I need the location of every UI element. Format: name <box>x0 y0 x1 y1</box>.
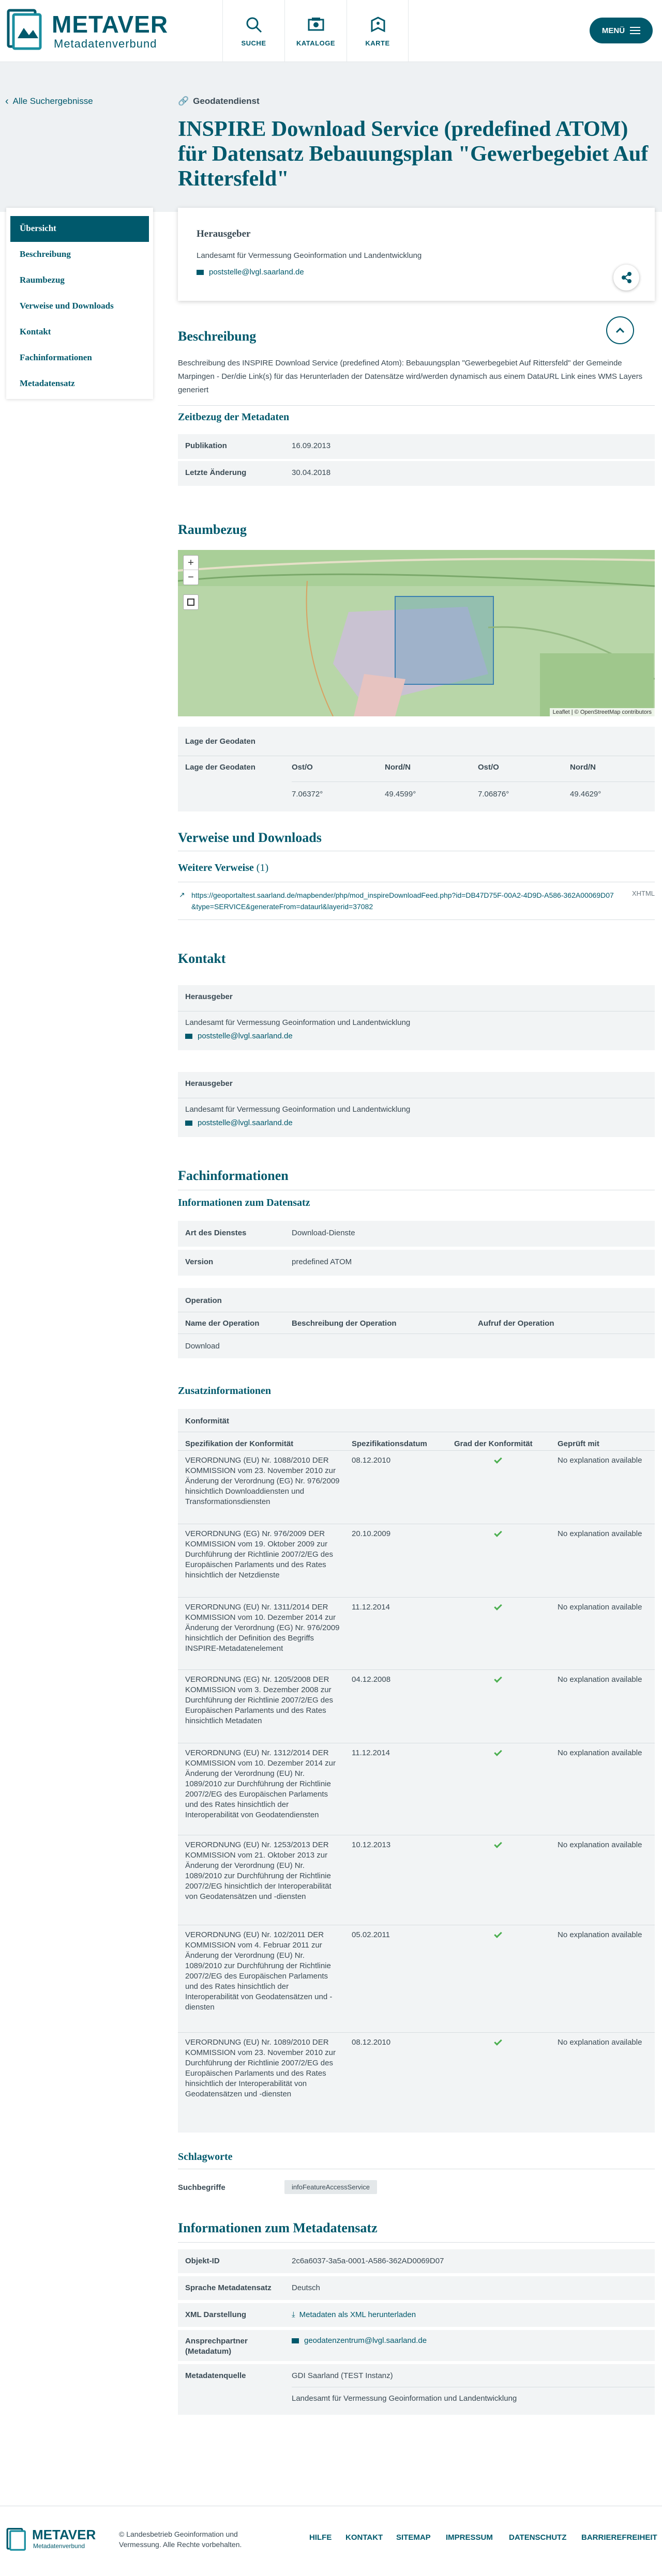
conformity-checked: No explanation available <box>558 2038 642 2047</box>
divider <box>178 1597 655 1598</box>
row-value: Landesamt für Vermessung Geoinformation und Landentwicklung <box>292 2394 517 2403</box>
conformity-checked: No explanation available <box>558 1749 642 1757</box>
contact-role: Herausgeber <box>185 1079 233 1088</box>
further-links-label: Weitere Verweise <box>178 862 254 873</box>
sidenav-item-description[interactable]: Beschreibung <box>20 249 71 259</box>
subheading-additional-info: Zusatzinformationen <box>178 1385 271 1397</box>
map-zoom-control <box>183 555 199 585</box>
geo-col-head: Nord/N <box>385 763 411 772</box>
conformity-date: 08.12.2010 <box>352 1456 391 1465</box>
row-key: Art des Dienstes <box>185 1229 247 1237</box>
metaver-logo[interactable] <box>6 7 169 52</box>
publisher-heading: Herausgeber <box>197 228 251 239</box>
sidenav-item-spatial[interactable]: Raumbezug <box>20 275 65 285</box>
footer-logo-title: METAVER <box>32 2527 96 2542</box>
row-key: Metadatenquelle <box>185 2371 246 2380</box>
chevron-up-icon <box>607 317 633 343</box>
logo-mark-icon <box>6 7 48 52</box>
row-value: GDI Saarland (TEST Instanz) <box>292 2371 393 2380</box>
table-row <box>178 2303 655 2327</box>
conformity-label: Konformität <box>185 1417 229 1425</box>
row-key: XML Darstellung <box>185 2310 247 2319</box>
link-icon: 🔗 <box>178 96 189 106</box>
conformity-spec: VERORDNUNG (EG) Nr. 1205/2008 DER KOMMISSION vom 3. Dezember 2008 zur Durchführung der Richtlinie 2007/2/EG des Europäischen Parlaments und des Rates hinsichtlich Metadaten <box>185 1675 333 1725</box>
contact-role: Herausgeber <box>185 992 233 1001</box>
sidenav-item-metadata[interactable]: Metadatensatz <box>20 378 75 388</box>
row-key: Objekt-ID <box>185 2257 220 2265</box>
conformity-col-head: Geprüft mit <box>558 1439 599 1448</box>
description-text: Beschreibung des INSPIRE Download Service (predefined Atom): Bebauungsplan "Gewerbegebiet Auf Rittersfeld" der Gemeinde Marpingen - Der/die Link(s) für das Herunterladen der Datensätze wird/werden dynamisch aus einem DataURL Link eines WMS Layers generiert <box>178 359 643 394</box>
conformity-spec: VERORDNUNG (EU) Nr. 102/2011 DER KOMMISSION vom 4. Februar 2011 zur Änderung der Verordnung (EU) Nr. 1089/2010 zur Durchführung der Richtlinie 2007/2/EG des Europäischen Parlaments und des Rates hinsichtlich der Interoperabilität von Geodatensätzen und -diensten <box>185 1930 333 2012</box>
conformity-checked: No explanation available <box>558 1456 642 1465</box>
operation-col-head: Beschreibung der Operation <box>292 1319 397 1328</box>
metadata-contact-link[interactable]: geodatenzentrum@lvgl.saarland.de <box>304 2336 427 2345</box>
row-value: 2c6a6037-3a5a-0001-A586-362AD0069D07 <box>292 2257 444 2265</box>
sidenav-item-specialist[interactable]: Fachinformationen <box>20 352 92 362</box>
menu-button[interactable] <box>590 18 653 43</box>
row-value: predefined ATOM <box>292 1258 352 1266</box>
conformity-spec: VERORDNUNG (EU) Nr. 1312/2014 DER KOMMISSION vom 10. Dezember 2014 zur Änderung der Verordnung (EU) Nr. 1089/2010 zur Durchführung der Richtlinie 2007/2/EG des Europäischen Parlaments und des Rates hinsichtlich der Interoperabilität von Geodatendiensten <box>185 1749 336 1819</box>
conformity-col-head: Spezifikationsdatum <box>352 1439 427 1448</box>
conformity-spec: VERORDNUNG (EU) Nr. 1089/2010 DER KOMMISSION vom 23. November 2010 zur Durchführung der Richtlinie 2007/2/EG des Europäischen Parlaments und des Rates hinsichtlich der Interoperabilität von Geodatensätzen und -diensten <box>185 2038 336 2098</box>
xml-download-link[interactable]: Metadaten als XML herunterladen <box>299 2310 416 2319</box>
download-icon: ⤓ <box>292 2310 295 2319</box>
publisher-email-link[interactable]: poststelle@lvgl.saarland.de <box>209 268 304 277</box>
row-key: Ansprechpartner (Metadatum) <box>185 2337 248 2356</box>
conformity-checked: No explanation available <box>558 1930 642 1939</box>
nav-catalogs-label: KATALOGE <box>296 39 335 47</box>
nav-map-label: KARTE <box>365 39 390 47</box>
back-label: Alle Suchergebnisse <box>12 96 93 106</box>
conformity-col-head: Spezifikation der Konformität <box>185 1439 294 1448</box>
footer-logo-subtitle: Metadatenverbund <box>33 2542 85 2550</box>
logo-mark-icon <box>6 2527 29 2552</box>
table-row <box>178 2249 655 2273</box>
check-icon <box>494 1602 502 1611</box>
geo-col-head: Ost/O <box>292 763 313 772</box>
logo-title: METAVER <box>52 11 169 38</box>
check-icon <box>494 1455 502 1464</box>
subheading-timereference: Zeitbezug der Metadaten <box>178 411 290 423</box>
contact-card <box>178 1072 655 1137</box>
section-heading-spatial: Raumbezug <box>178 522 247 537</box>
check-icon <box>494 1529 502 1537</box>
table-row <box>178 2330 655 2361</box>
table-row <box>178 2276 655 2300</box>
page-title: INSPIRE Download Service (predefined ATOM) für Datensatz Bebauungsplan "Gewerbegebiet Auf Rittersfeld" <box>178 117 649 191</box>
link-row <box>178 882 655 920</box>
map-view[interactable] <box>178 550 655 716</box>
contact-email-link[interactable]: poststelle@lvgl.saarland.de <box>198 1118 293 1127</box>
check-icon <box>494 1930 502 1938</box>
divider <box>178 405 655 406</box>
operation-col-head: Aufruf der Operation <box>478 1319 554 1328</box>
xml-download-row <box>292 2310 416 2319</box>
conformity-date: 08.12.2010 <box>352 2038 391 2047</box>
conformity-table <box>178 1409 655 2133</box>
footer-link-help[interactable]: HILFE <box>309 2533 332 2542</box>
envelope-icon <box>185 1034 192 1039</box>
keywords-label: Suchbegriffe <box>178 2183 225 2192</box>
contact-email-link[interactable]: poststelle@lvgl.saarland.de <box>198 1032 293 1040</box>
conformity-date: 20.10.2009 <box>352 1529 391 1538</box>
operation-col-head: Name der Operation <box>185 1319 260 1328</box>
fullscreen-button[interactable] <box>183 594 199 610</box>
sidenav-item-contact[interactable]: Kontakt <box>20 327 51 336</box>
zoom-in-button[interactable]: + <box>184 556 198 570</box>
geo-heading: Lage der Geodaten <box>185 737 255 746</box>
geo-value: 49.4599° <box>385 790 416 799</box>
row-key: Publikation <box>185 441 227 450</box>
envelope-icon <box>185 1121 192 1126</box>
conformity-date: 11.12.2014 <box>352 1749 390 1757</box>
row-value: Deutsch <box>292 2283 321 2292</box>
operation-label: Operation <box>185 1296 222 1305</box>
geo-row-label: Lage der Geodaten <box>185 763 255 772</box>
site-footer <box>0 2506 662 2576</box>
nav-catalogs[interactable] <box>284 0 347 62</box>
menu-label: MENÜ <box>601 26 625 35</box>
divider <box>178 2242 655 2243</box>
download-feed-link[interactable]: https://geoportaltest.saarland.de/mapbender/php/mod_inspireDownloadFeed.php?id=DB47D75F-00A2-4D9D-A586-362A00069D07&type=SERVICE&generateFrom=dataurl&layerid=37082 <box>191 891 614 911</box>
conformity-date: 10.12.2013 <box>352 1841 391 1849</box>
envelope-icon <box>197 270 204 275</box>
resource-type-label: Geodatendienst <box>193 96 260 106</box>
divider <box>178 2032 655 2033</box>
catalog-icon <box>306 14 326 35</box>
keyword-tag[interactable]: infoFeatureAccessService <box>284 2180 377 2194</box>
conformity-spec: VERORDNUNG (EG) Nr. 976/2009 DER KOMMISSION vom 19. Oktober 2009 zur Durchführung der Richtlinie 2007/2/EG des Europäischen Parlaments und des Rates hinsichtlich der Netzdienste <box>185 1529 333 1580</box>
row-key: Sprache Metadatensatz <box>185 2283 272 2292</box>
conformity-checked: No explanation available <box>558 1841 642 1849</box>
conformity-checked: No explanation available <box>558 1675 642 1684</box>
geo-value: 7.06876° <box>478 790 509 799</box>
geo-extent-table <box>178 727 655 811</box>
row-value: 30.04.2018 <box>292 468 331 477</box>
divider <box>178 1333 655 1334</box>
check-icon <box>494 1748 502 1756</box>
geo-value: 49.4629° <box>570 790 601 799</box>
external-link-icon: ↗ <box>179 891 185 899</box>
section-heading-links: Verweise und Downloads <box>178 830 322 845</box>
back-to-results-link[interactable] <box>5 96 93 106</box>
footer-link-imprint[interactable]: IMPRESSUM <box>446 2533 493 2542</box>
section-heading-metadata: Informationen zum Metadatensatz <box>178 2220 378 2235</box>
row-key: Version <box>185 1258 214 1266</box>
resource-type <box>178 96 260 106</box>
section-heading-description: Beschreibung <box>178 329 257 344</box>
table-row <box>178 1221 655 1247</box>
map-tiles <box>178 550 655 716</box>
contact-card <box>178 985 655 1050</box>
operation-table <box>178 1288 655 1358</box>
further-links-count: (1) <box>256 862 269 873</box>
hamburger-icon <box>630 27 640 34</box>
table-row <box>178 2364 655 2415</box>
section-nav <box>6 208 153 399</box>
nav-search-label: SUCHE <box>241 39 266 47</box>
contact-email-row <box>292 2336 427 2345</box>
row-value: 16.09.2013 <box>292 441 331 450</box>
conformity-date: 11.12.2014 <box>352 1603 390 1612</box>
share-button[interactable] <box>613 265 639 290</box>
check-icon <box>494 1675 502 1683</box>
footer-link-contact[interactable]: KONTAKT <box>345 2533 383 2542</box>
conformity-date: 04.12.2008 <box>352 1675 391 1684</box>
publisher-email-row <box>197 268 304 277</box>
subheading-keywords: Schlagworte <box>178 2151 233 2163</box>
chevron-left-icon: ‹ <box>5 96 9 107</box>
search-icon <box>244 14 264 35</box>
publisher-org: Landesamt für Vermessung Geoinformation und Landentwicklung <box>197 251 422 260</box>
contact-org: Landesamt für Vermessung Geoinformation und Landentwicklung <box>185 1105 411 1114</box>
nav-search[interactable] <box>222 0 284 62</box>
conformity-checked: No explanation available <box>558 1529 642 1538</box>
geo-col-head: Ost/O <box>478 763 499 772</box>
nav-map[interactable] <box>347 0 409 62</box>
table-row <box>178 1250 655 1276</box>
sidenav-item-overview[interactable]: Übersicht <box>10 216 149 242</box>
operation-name: Download <box>185 1342 220 1351</box>
check-icon <box>494 2037 502 2046</box>
link-type-badge: XHTML <box>631 890 655 897</box>
collapse-button[interactable] <box>606 316 634 344</box>
row-key: Letzte Änderung <box>185 468 247 477</box>
section-heading-specialist: Fachinformationen <box>178 1168 289 1183</box>
share-icon <box>613 265 639 290</box>
check-icon <box>494 1840 502 1848</box>
geo-col-head: Nord/N <box>570 763 596 772</box>
footer-copyright: © Landesbetrieb Geoinformation und Vermessung. Alle Rechte vorbehalten. <box>119 2530 242 2549</box>
divider <box>292 781 655 782</box>
geo-value: 7.06372° <box>292 790 323 799</box>
conformity-date: 05.02.2011 <box>352 1930 390 1939</box>
contact-email-row <box>185 1118 293 1127</box>
envelope-icon <box>292 2338 299 2343</box>
fullscreen-icon <box>184 595 198 609</box>
contact-org: Landesamt für Vermessung Geoinformation und Landentwicklung <box>185 1018 411 1027</box>
row-value: Download-Dienste <box>292 1229 355 1237</box>
conformity-spec: VERORDNUNG (EU) Nr. 1088/2010 DER KOMMISSION vom 23. November 2010 zur Änderung der Verordnung (EG) Nr. 976/2009 hinsichtlich Downloaddiensten und Transformationsdiensten <box>185 1456 340 1506</box>
map-icon <box>368 14 388 35</box>
logo-subtitle: Metadatenverbund <box>54 37 157 50</box>
map-attribution[interactable]: Leaflet | © OpenStreetMap contributors <box>550 708 655 716</box>
conformity-col-head: Grad der Konformität <box>454 1439 533 1448</box>
publisher-card <box>178 208 655 301</box>
footer-link-sitemap[interactable]: SITEMAP <box>396 2533 431 2542</box>
footer-link-accessibility[interactable]: BARRIEREFREIHEIT <box>581 2533 657 2542</box>
divider <box>178 1450 655 1451</box>
divider <box>178 1669 655 1670</box>
table-row <box>178 434 655 459</box>
table-row <box>178 461 655 486</box>
sidenav-item-links[interactable]: Verweise und Downloads <box>20 301 114 311</box>
conformity-checked: No explanation available <box>558 1603 642 1612</box>
subheading-further-links <box>178 862 268 874</box>
subheading-dataset-info: Informationen zum Datensatz <box>178 1197 310 1208</box>
contact-email-row <box>185 1032 293 1040</box>
conformity-spec: VERORDNUNG (EU) Nr. 1311/2014 DER KOMMISSION vom 10. Dezember 2014 zur Änderung der Verordnung (EG) Nr. 976/2009 hinsichtlich der Definition des Begriffs INSPIRE-Metadatenelement <box>185 1603 340 1653</box>
section-heading-contact: Kontakt <box>178 951 226 966</box>
footer-link-privacy[interactable]: DATENSCHUTZ <box>509 2533 567 2542</box>
zoom-out-button[interactable]: − <box>188 572 194 583</box>
site-header <box>0 0 662 62</box>
conformity-spec: VERORDNUNG (EU) Nr. 1253/2013 DER KOMMISSION vom 21. Oktober 2013 zur Änderung der Verordnung (EU) Nr. 1089/2010 zur Durchführung der Richtlinie 2007/2/EG hinsichtlich der Interoperabilität von Geodatensätzen und -diensten <box>185 1841 332 1901</box>
